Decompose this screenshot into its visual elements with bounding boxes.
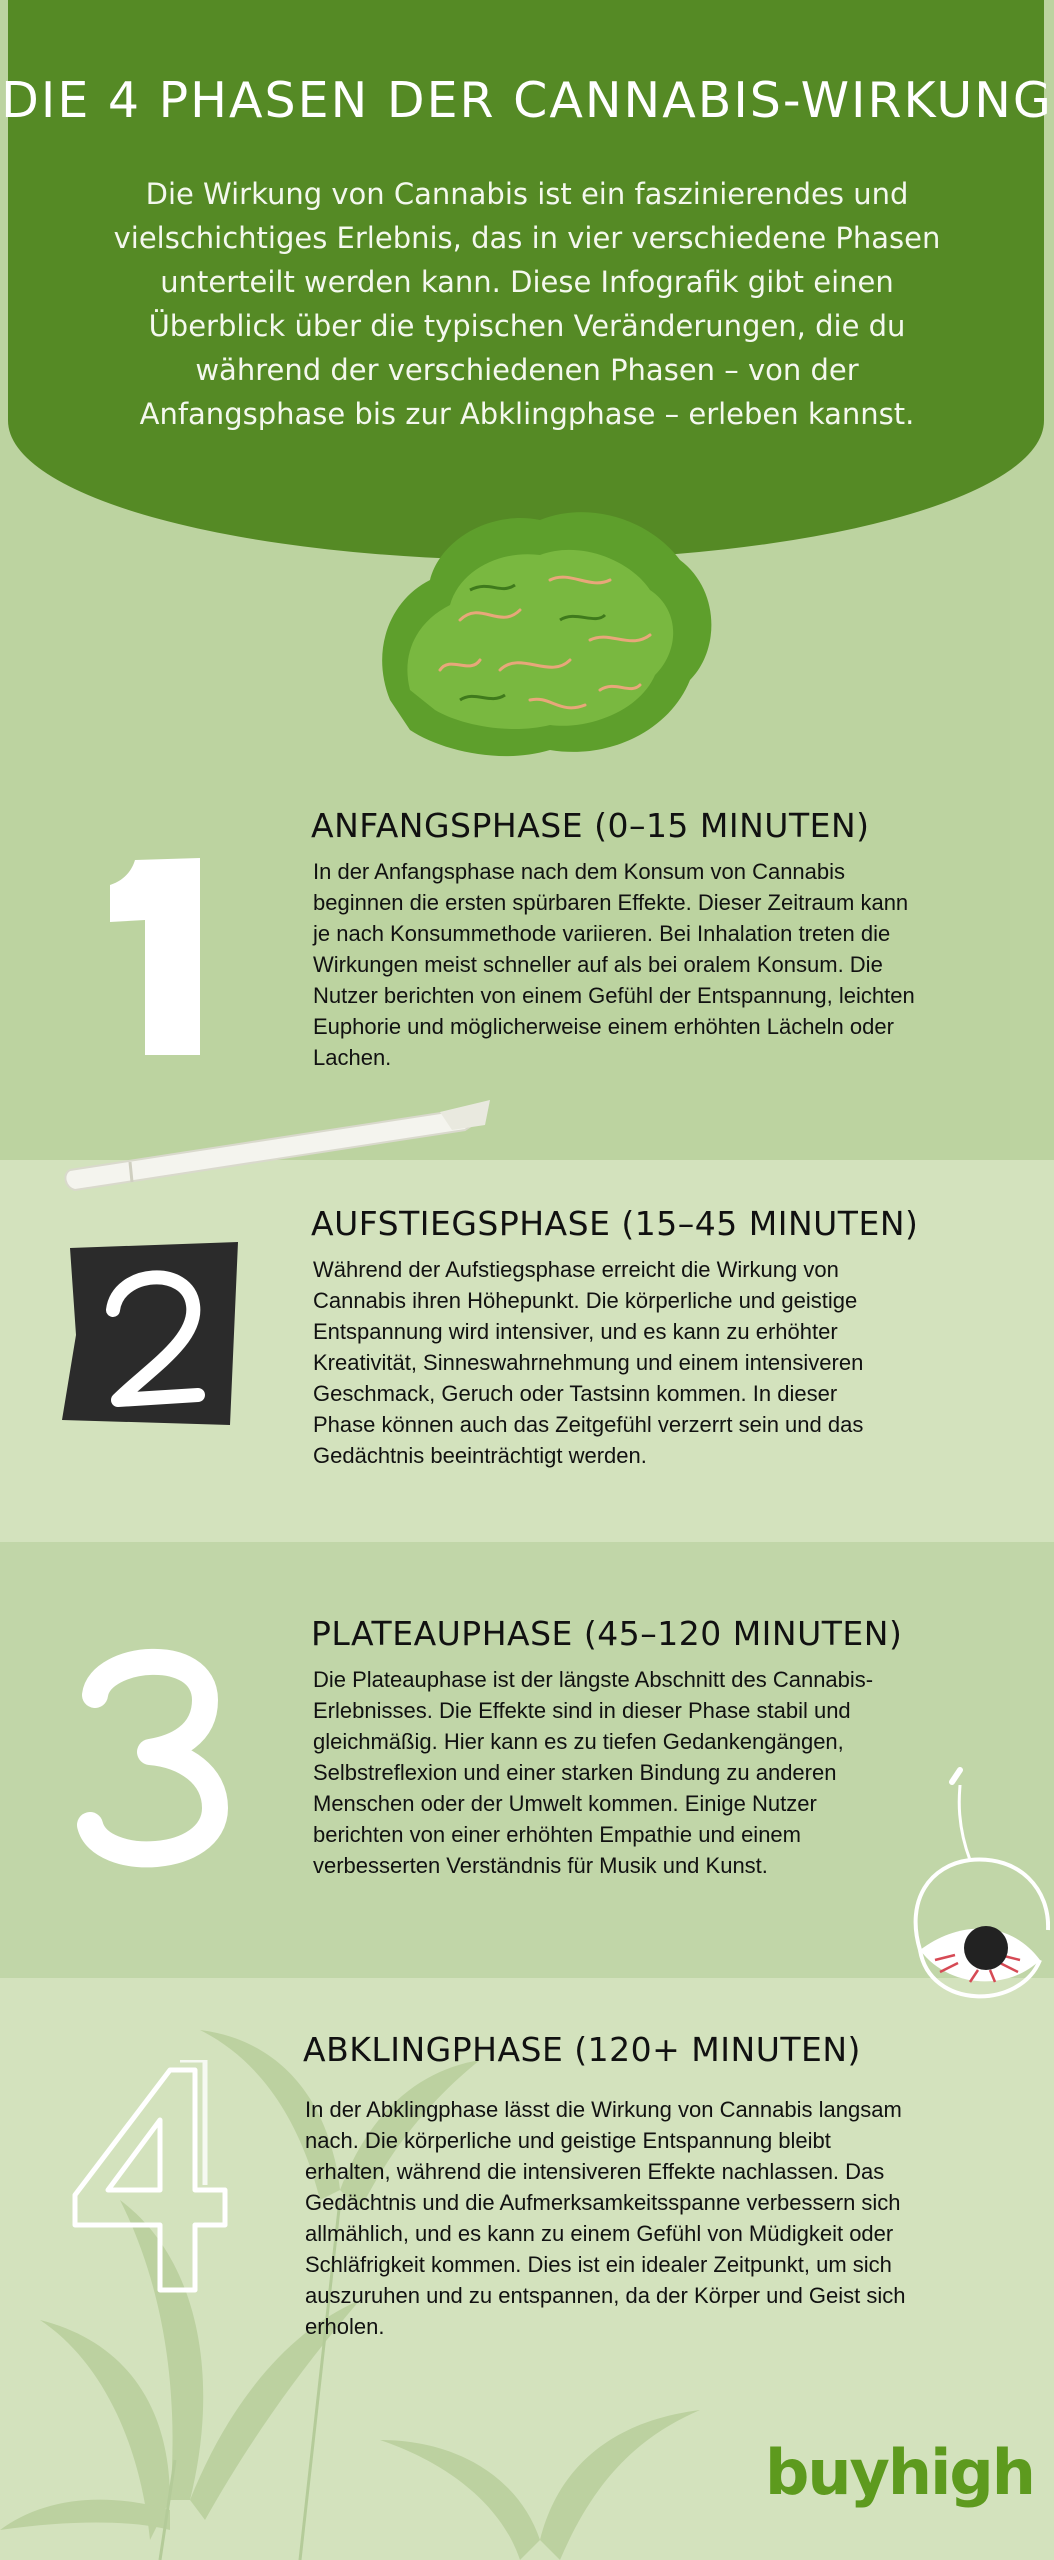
intro-line: Anfangsphase bis zur Abklingphase – erleben kannst.	[139, 397, 915, 431]
phase-description	[313, 856, 953, 1073]
description-line: Die Plateauphase ist der längste Abschnitt des Cannabis-	[313, 1667, 874, 1692]
description-line: Phase können auch das Zeitgefühl verzerrt sein und das	[313, 1412, 864, 1437]
description-line: Geschmack, Geruch oder Tastsinn kommen. In dieser	[313, 1381, 838, 1406]
phase-number-3	[70, 1640, 230, 1870]
intro-line: vielschichtiges Erlebnis, das in vier verschiedene Phasen	[113, 221, 941, 255]
phase-description	[305, 2094, 945, 2342]
joint-icon	[60, 1090, 500, 1200]
phase-title: PLATEAUPHASE (45–120 MINUTEN)	[311, 1614, 903, 1653]
description-line: nach. Die körperliche und geistige Entspannung bleibt	[305, 2128, 831, 2153]
phase-title: ABKLINGPHASE (120+ MINUTEN)	[303, 2030, 861, 2069]
description-line: Euphorie und möglicherweise einem erhöhten Lächeln oder	[313, 1014, 894, 1039]
description-line: Entspannung wird intensiver, und es kann zu erhöhter	[313, 1319, 838, 1344]
description-line: Lachen.	[313, 1045, 392, 1070]
description-line: Kreativität, Sinneswahrnehmung und einem intensiveren	[313, 1350, 864, 1375]
intro-line: unterteilt werden kann. Diese Infografik gibt einen	[160, 265, 894, 299]
intro-line: Die Wirkung von Cannabis ist ein faszinierendes und	[145, 177, 909, 211]
description-line: je nach Konsummethode variieren. Bei Inhalation treten die	[313, 921, 891, 946]
description-line: erholen.	[305, 2314, 385, 2339]
phase-number-4	[60, 2060, 240, 2300]
intro-line: während der verschiedenen Phasen – von der	[195, 353, 859, 387]
description-line: beginnen die ersten spürbaren Effekte. Dieser Zeitraum kann	[313, 890, 909, 915]
description-line: Cannabis ihren Höhepunkt. Die körperliche und geistige	[313, 1288, 858, 1313]
description-line: Während der Aufstiegsphase erreicht die Wirkung von	[313, 1257, 839, 1282]
cannabis-bud-icon	[350, 480, 730, 770]
intro-line: Überblick über die typischen Veränderungen, die du	[148, 309, 906, 343]
description-line: Menschen oder der Umwelt kommen. Einige Nutzer	[313, 1791, 817, 1816]
description-line: allmählich, und es kann zu einem Gefühl von Müdigkeit oder	[305, 2221, 894, 2246]
description-line: In der Abklingphase lässt die Wirkung von Cannabis langsam	[305, 2097, 902, 2122]
description-line: Nutzer berichten von einem Gefühl der Entspannung, leichten	[313, 983, 915, 1008]
description-line: Gedächtnis beeinträchtigt werden.	[313, 1443, 647, 1468]
phase-description	[313, 1664, 953, 1881]
description-line: Wirkungen meist schneller auf als bei oralem Konsum. Die	[313, 952, 883, 977]
intro-text	[60, 172, 994, 436]
description-line: gleichmäßig. Hier kann es zu tiefen Gedankengängen,	[313, 1729, 844, 1754]
description-line: Schläfrigkeit kommen. Dies ist ein idealer Zeitpunkt, um sich	[305, 2252, 892, 2277]
phase-title: ANFANGSPHASE (0–15 MINUTEN)	[311, 806, 870, 845]
description-line: In der Anfangsphase nach dem Konsum von Cannabis	[313, 859, 846, 884]
description-line: verbesserten Verständnis für Musik und Kunst.	[313, 1853, 768, 1878]
description-line: Erlebnisses. Die Effekte sind in dieser Phase stabil und	[313, 1698, 851, 1723]
page-title: DIE 4 PHASEN DER CANNABIS-WIRKUNG	[1, 72, 1053, 129]
description-line: Gedächtnis und die Aufmerksamkeitsspanne verbessern sich	[305, 2190, 901, 2215]
phase-number-1	[100, 850, 210, 1060]
description-line: erhalten, während die intensiveren Effekte nachlassen. Das	[305, 2159, 885, 2184]
description-line: auszuruhen und zu entspannen, da der Körper und Geist sich	[305, 2283, 906, 2308]
brand-logo[interactable]: buyhigh	[765, 2436, 1034, 2509]
description-line: berichten von einer erhöhten Empathie und einem	[313, 1822, 801, 1847]
phase-number-2	[58, 1240, 244, 1430]
bloodshot-eye-icon	[900, 1760, 1050, 2030]
phase-title: AUFSTIEGSPHASE (15–45 MINUTEN)	[311, 1204, 919, 1243]
description-line: Selbstreflexion und einer starken Bindung zu anderen	[313, 1760, 837, 1785]
phase-description	[313, 1254, 953, 1471]
